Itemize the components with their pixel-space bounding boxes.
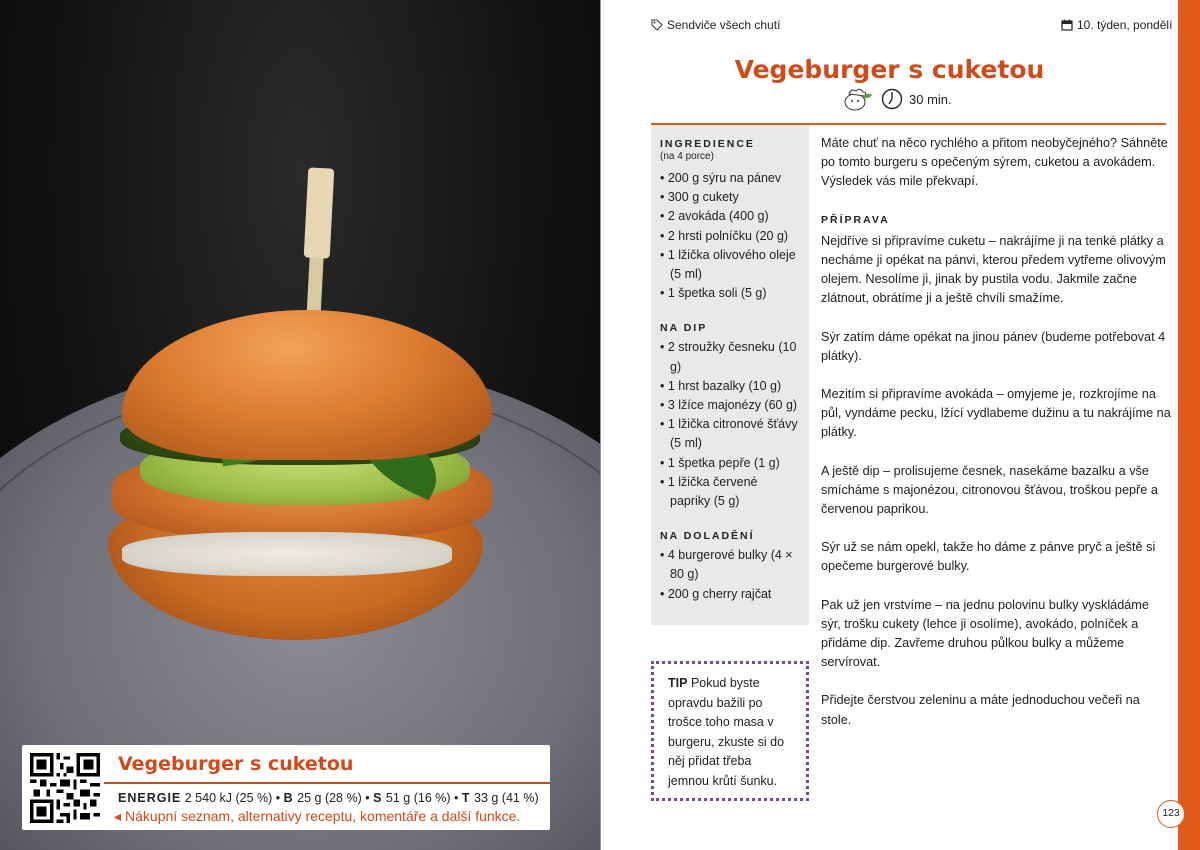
list-item: • 1 lžička červené papriky (5 g)	[660, 473, 801, 511]
list-item: • 4 burgerové bulky (4 × 80 g)	[660, 546, 801, 584]
recipe-title: Vegeburger s cuketou	[734, 55, 1045, 84]
dip-heading: NA DIP	[660, 322, 708, 335]
prep-step: Pak už jen vrstvíme – na jednu polovinu bulky vyskládáme sýr, trošku cukety (lehce ji osolíme), avokádo, polníček a přidáme dip. Zavřeme druhou půlkou bulky a můžeme servírovat.	[821, 597, 1149, 670]
ingredients-list	[660, 169, 801, 303]
list-item: • 1 lžička citronové šťávy (5 ml)	[660, 415, 801, 453]
extra-features-link[interactable]	[114, 808, 520, 825]
carbs-value: 51 g (16 %)	[385, 791, 451, 805]
list-item: • 2 hrsti polníčku (20 g)	[660, 227, 801, 246]
page-number: 123	[1157, 800, 1185, 828]
card-title: Vegeburger s cuketou	[118, 753, 354, 775]
recipe-body	[821, 134, 1171, 749]
recipe-page	[601, 0, 1200, 850]
energy-value: 2 540 kJ (25 %)	[184, 791, 273, 805]
list-item: • 1 lžička olivového oleje (5 ml)	[660, 246, 801, 284]
clock-icon	[881, 88, 903, 110]
intro-paragraph: Máte chuť na něco rychlého a přitom neobyčejného? Sáhněte po tomto burgeru s opečeným sýrem, cuketou a avokádem. Výsledek vás mile překvapí.	[821, 136, 1168, 189]
protein-label: B	[283, 791, 294, 805]
chef-icon	[841, 86, 875, 112]
burger-photo	[100, 160, 500, 660]
list-item: • 2 avokáda (400 g)	[660, 207, 801, 226]
ingredients-panel	[651, 125, 809, 625]
triangle-left-icon: ◂	[114, 808, 122, 824]
list-item: • 3 lžíce majonézy (60 g)	[660, 396, 801, 415]
prep-step: Sýr zatím dáme opékat na jinou pánev (budeme potřebovat 4 plátky).	[821, 329, 1166, 363]
carbs-label: S	[373, 791, 383, 805]
list-item: • 200 g cherry rajčat	[660, 585, 801, 604]
protein-value: 25 g (28 %)	[297, 791, 362, 805]
page-edge-strip	[1178, 0, 1200, 850]
list-item: • 1 špetka pepře (1 g)	[660, 454, 801, 473]
fat-value: 33 g (41 %)	[474, 791, 539, 805]
tag-icon	[651, 19, 663, 31]
qr-code-icon[interactable]	[30, 753, 100, 823]
tip-label: TIP	[668, 676, 688, 690]
list-item: • 200 g sýru na pánev	[660, 169, 801, 188]
recipe-info-card	[22, 745, 550, 830]
list-item: • 1 hrst bazalky (10 g)	[660, 377, 801, 396]
energy-label: ENERGIE	[118, 791, 182, 805]
skewer-top	[304, 167, 335, 258]
prep-step: Mezitím si připravíme avokáda – omyjeme je, rozkrojíme na půl, vyndáme pecku, lžící vydlabeme dužinu a tu nakrájíme na plátky.	[821, 387, 1171, 440]
extra-features-text: Nákupní seznam, alternativy receptu, komentáře a další funkce.	[125, 808, 521, 824]
list-item: • 2 stroužky česneku (10 g)	[660, 338, 801, 376]
recipe-meta	[841, 86, 952, 112]
card-divider	[104, 782, 550, 784]
tip-text: Pokud byste opravdu bažili po trošce toho masa v burgeru, zkuste si do něj přidat třeba jemnou krůtí šunku.	[668, 676, 785, 788]
week-label: 10. týden, pondělí	[1077, 18, 1173, 32]
list-item: • 300 g cukety	[660, 188, 801, 207]
top-bun	[122, 310, 492, 460]
tip-box	[651, 661, 809, 801]
calendar-icon	[1061, 19, 1073, 31]
prep-time: 30 min.	[909, 91, 952, 107]
dip-list	[660, 338, 801, 511]
week-header	[1061, 18, 1172, 32]
prep-step: Přidejte čerstvou zeleninu a máte jednoduchou večeři na stole.	[821, 693, 1140, 727]
prep-step: A ještě dip – prolisujeme česnek, nasekáme bazalku a vše smícháme s majonézou, citronovou šťávou, troškou pepře a červenou paprikou.	[821, 463, 1158, 517]
nutrition-info: ENERGIE 2 540 kJ (25 %) • B 25 g (28 %) • S 51 g (16 %) • T 33 g (41 %)	[118, 791, 539, 805]
category-header	[651, 18, 780, 32]
fat-label: T	[461, 791, 471, 805]
category-label: Sendviče všech chutí	[667, 18, 781, 32]
finish-list	[660, 546, 801, 604]
list-item: • 1 špetka soli (5 g)	[660, 284, 801, 303]
finish-heading: NA DOLADĚNÍ	[660, 530, 755, 543]
ingredients-heading: INGREDIENCE	[660, 138, 755, 150]
prep-step: Sýr už se nám opekl, takže ho dáme z pánve pryč a ještě si opečeme burgerové bulky.	[821, 540, 1156, 574]
dip-layer	[122, 532, 452, 576]
prep-heading: PŘÍPRAVA	[821, 213, 890, 226]
prep-step: Nejdříve si připravíme cuketu – nakrájíme ji na tenké plátky a necháme ji opékat na pánvi, kterou předem vytřeme olivovým olejem. Nesolíme ji, jinak by pustila vodu. Jakmile začne zlátnout, obrátíme ji a ještě chvíli smažíme.	[821, 233, 1166, 306]
ingredients-subheading: (na 4 porce)	[660, 151, 714, 162]
